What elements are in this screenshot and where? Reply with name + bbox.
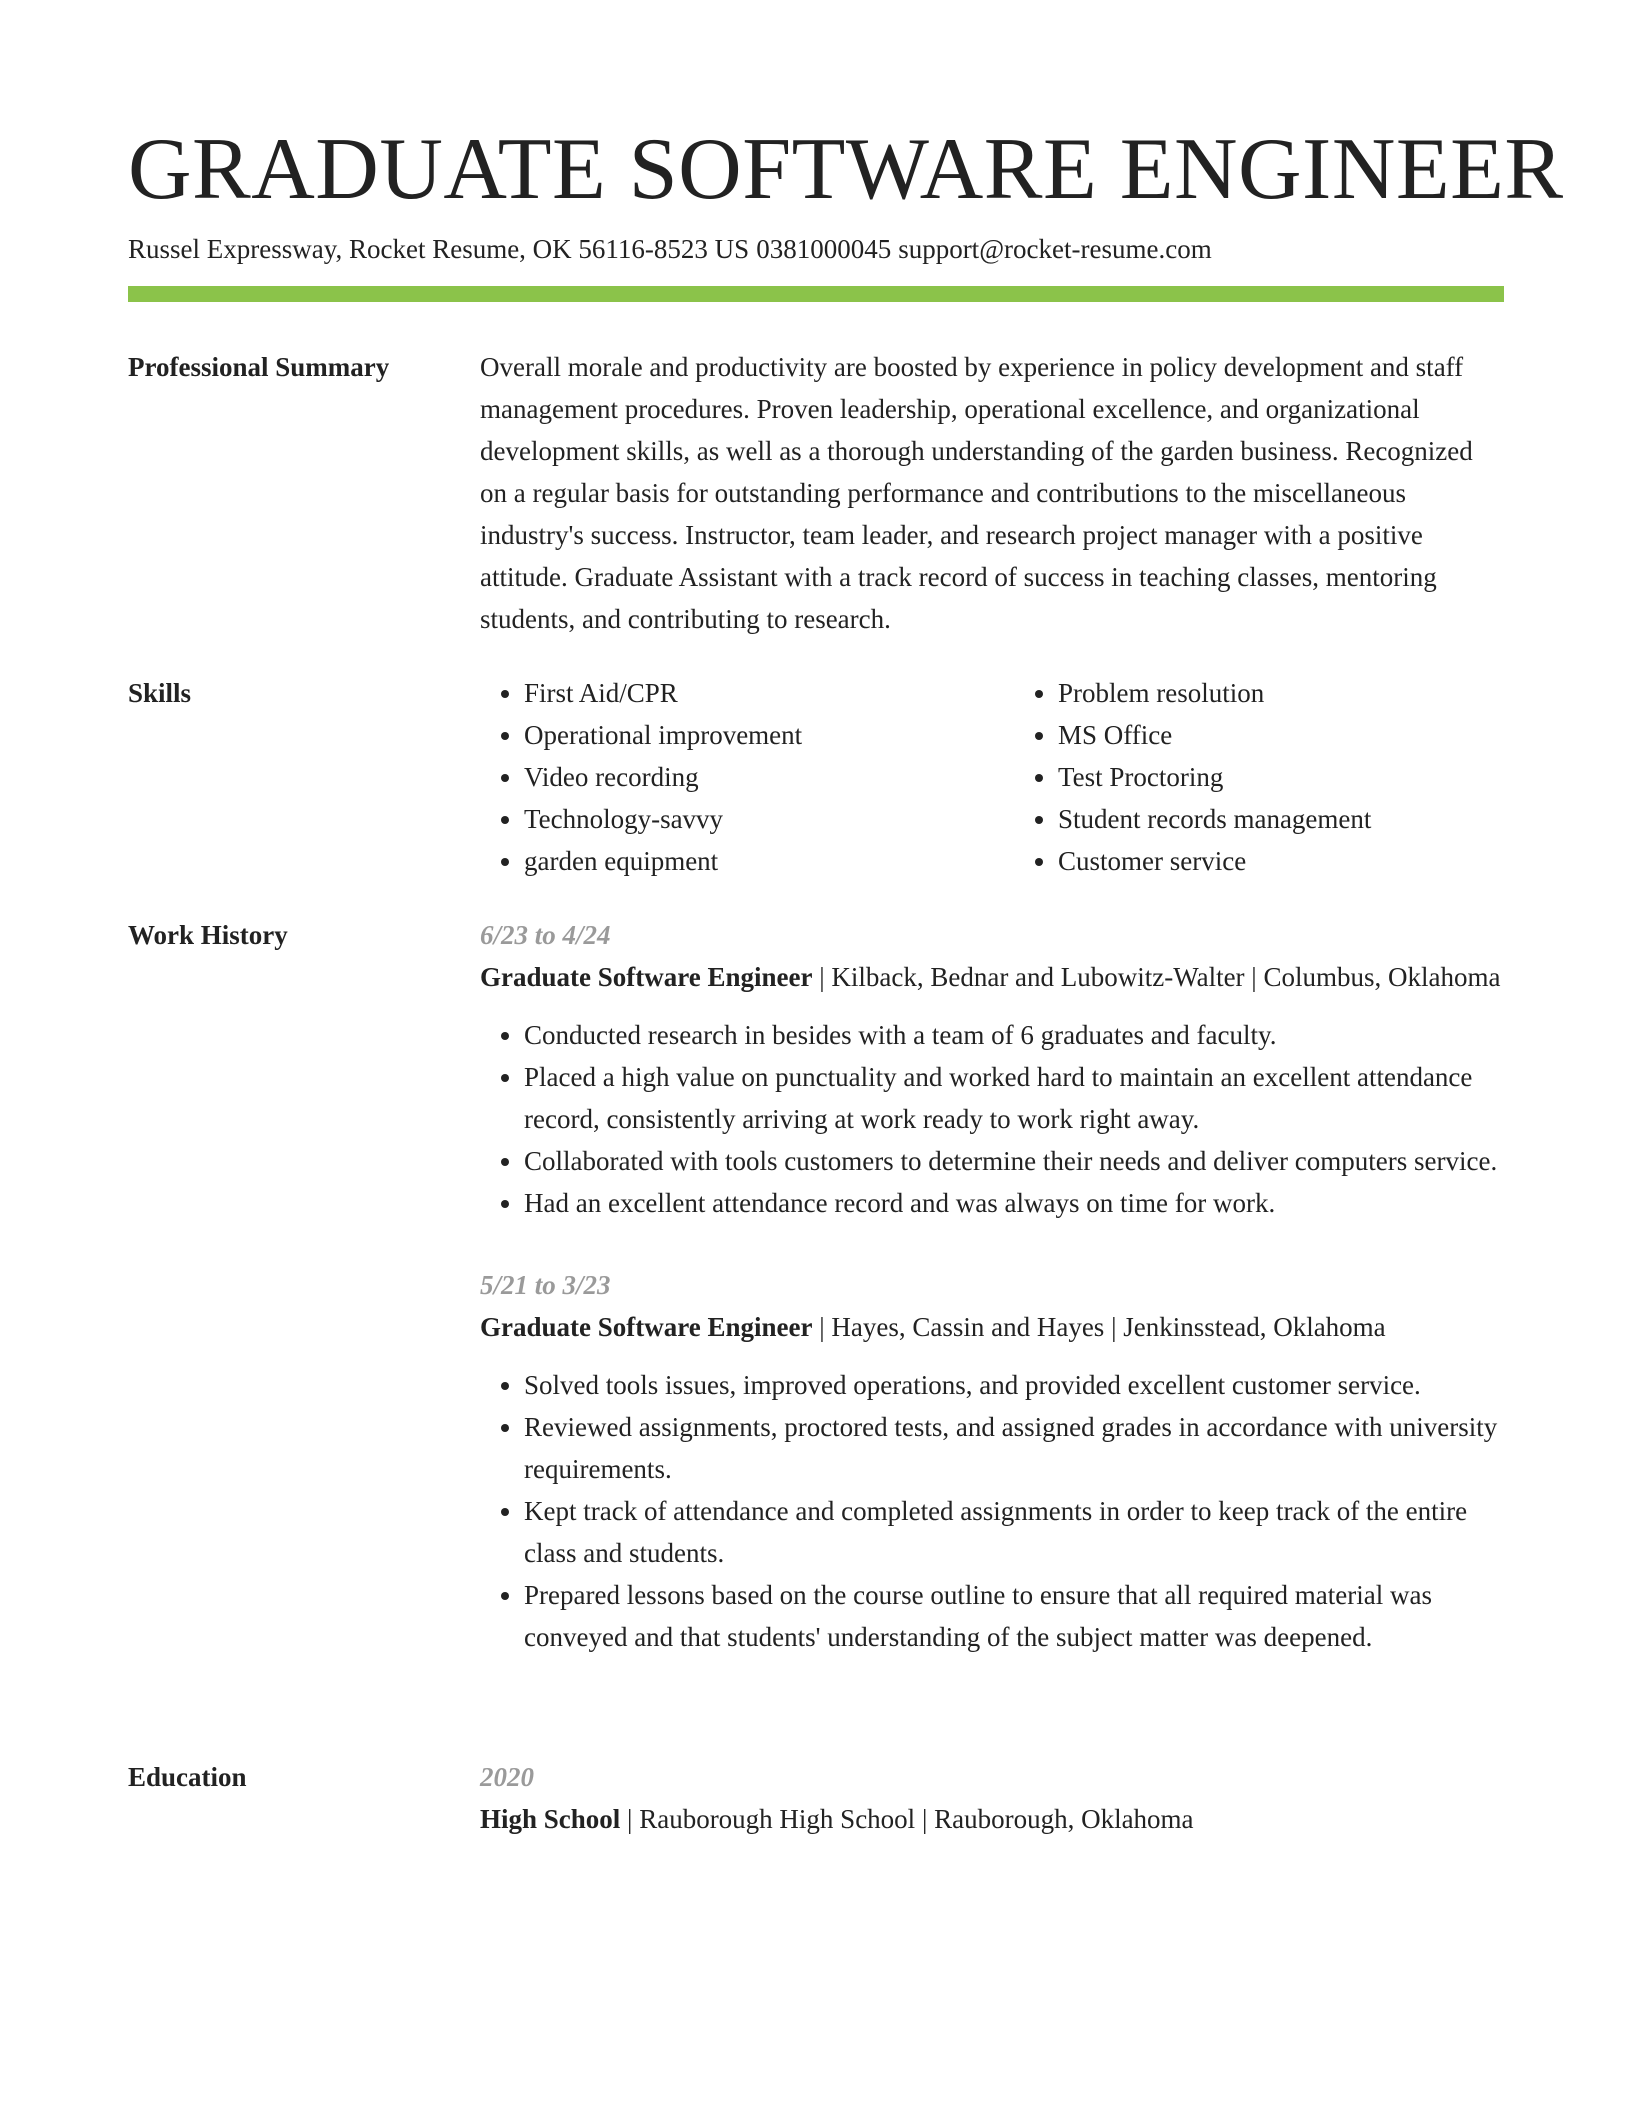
section-label-skills: Skills [128,678,192,708]
job-bullet: • Had an excellent attendance record and was always on time for work. [524,1182,1504,1224]
skill-item: • Technology-savvy [524,798,970,840]
job-heading [480,956,1504,998]
job-bullet: • Conducted research in besides with a team of 6 graduates and faculty. [524,1014,1504,1056]
section-label-summary: Professional Summary [128,352,390,382]
contact-line [128,232,1212,266]
header-divider [128,286,1504,302]
summary-text: Overall morale and productivity are boosted by experience in policy development and staff management procedures. Proven leadership, operational excellence, and organizational development skills, as well as a thorough understanding of the garden business. Recognized on a regular basis for outstanding performance and contributions to the miscellaneous industry's success. Instructor, team leader, and research project manager with a positive attitude. Graduate Assistant with a track record of success in teaching classes, mentoring students, and contributing to research. [480,352,1473,634]
section-label-education: Education [128,1762,247,1792]
work-history-body [480,914,1504,1658]
contact-phone: 0381000045 [756,234,892,264]
job-entry [480,914,1504,1224]
education-degree: High School [480,1804,621,1834]
job-bullets [480,1014,1504,1224]
skills-body [480,672,1504,882]
job-dates: 6/23 to 4/24 [480,920,611,950]
section-label-work-history: Work History [128,920,288,950]
skill-item: • MS Office [1058,714,1504,756]
job-bullet: • Solved tools issues, improved operations, and provided excellent customer service. [524,1364,1504,1406]
skill-item: • Test Proctoring [1058,756,1504,798]
education-year: 2020 [480,1762,534,1792]
job-bullet: • Placed a high value on punctuality and worked hard to maintain an excellent attendance record, consistently arriving at work ready to work right away. [524,1056,1504,1140]
job-bullet: • Prepared lessons based on the course outline to ensure that all required material was conveyed and that students' understanding of the subject matter was deepened. [524,1574,1504,1658]
resume-title: GRADUATE SOFTWARE ENGINEER [128,121,1564,218]
contact-address: Russel Expressway, Rocket Resume, OK 56116-8523 US [128,234,750,264]
education-body [480,1756,1504,1840]
skill-item: • First Aid/CPR [524,672,970,714]
job-dates: 5/21 to 3/23 [480,1270,611,1300]
education-heading [480,1798,1504,1840]
skill-item: • garden equipment [524,840,970,882]
job-heading [480,1306,1504,1348]
skills-column-1 [480,672,970,882]
job-entry [480,1264,1504,1658]
skill-item: • Customer service [1058,840,1504,882]
skill-item: • Video recording [524,756,970,798]
job-bullets [480,1364,1504,1658]
job-title: Graduate Software Engineer [480,1312,813,1342]
contact-email: support@rocket-resume.com [898,234,1212,264]
job-details: | Hayes, Cassin and Hayes | Jenkinsstead, Oklahoma [812,1312,1386,1342]
education-details: | Rauborough High School | Rauborough, Oklahoma [620,1804,1194,1834]
job-bullet: • Collaborated with tools customers to determine their needs and deliver computers service. [524,1140,1504,1182]
skill-item: • Problem resolution [1058,672,1504,714]
job-details: | Kilback, Bednar and Lubowitz-Walter | Columbus, Oklahoma [812,962,1501,992]
job-bullet: • Reviewed assignments, proctored tests, and assigned grades in accordance with university requirements. [524,1406,1504,1490]
skill-item: • Student records management [1058,798,1504,840]
summary-body [480,346,1504,640]
job-title: Graduate Software Engineer [480,962,813,992]
job-bullet: • Kept track of attendance and completed assignments in order to keep track of the entire class and students. [524,1490,1504,1574]
skill-item: • Operational improvement [524,714,970,756]
skills-column-2 [1014,672,1504,882]
